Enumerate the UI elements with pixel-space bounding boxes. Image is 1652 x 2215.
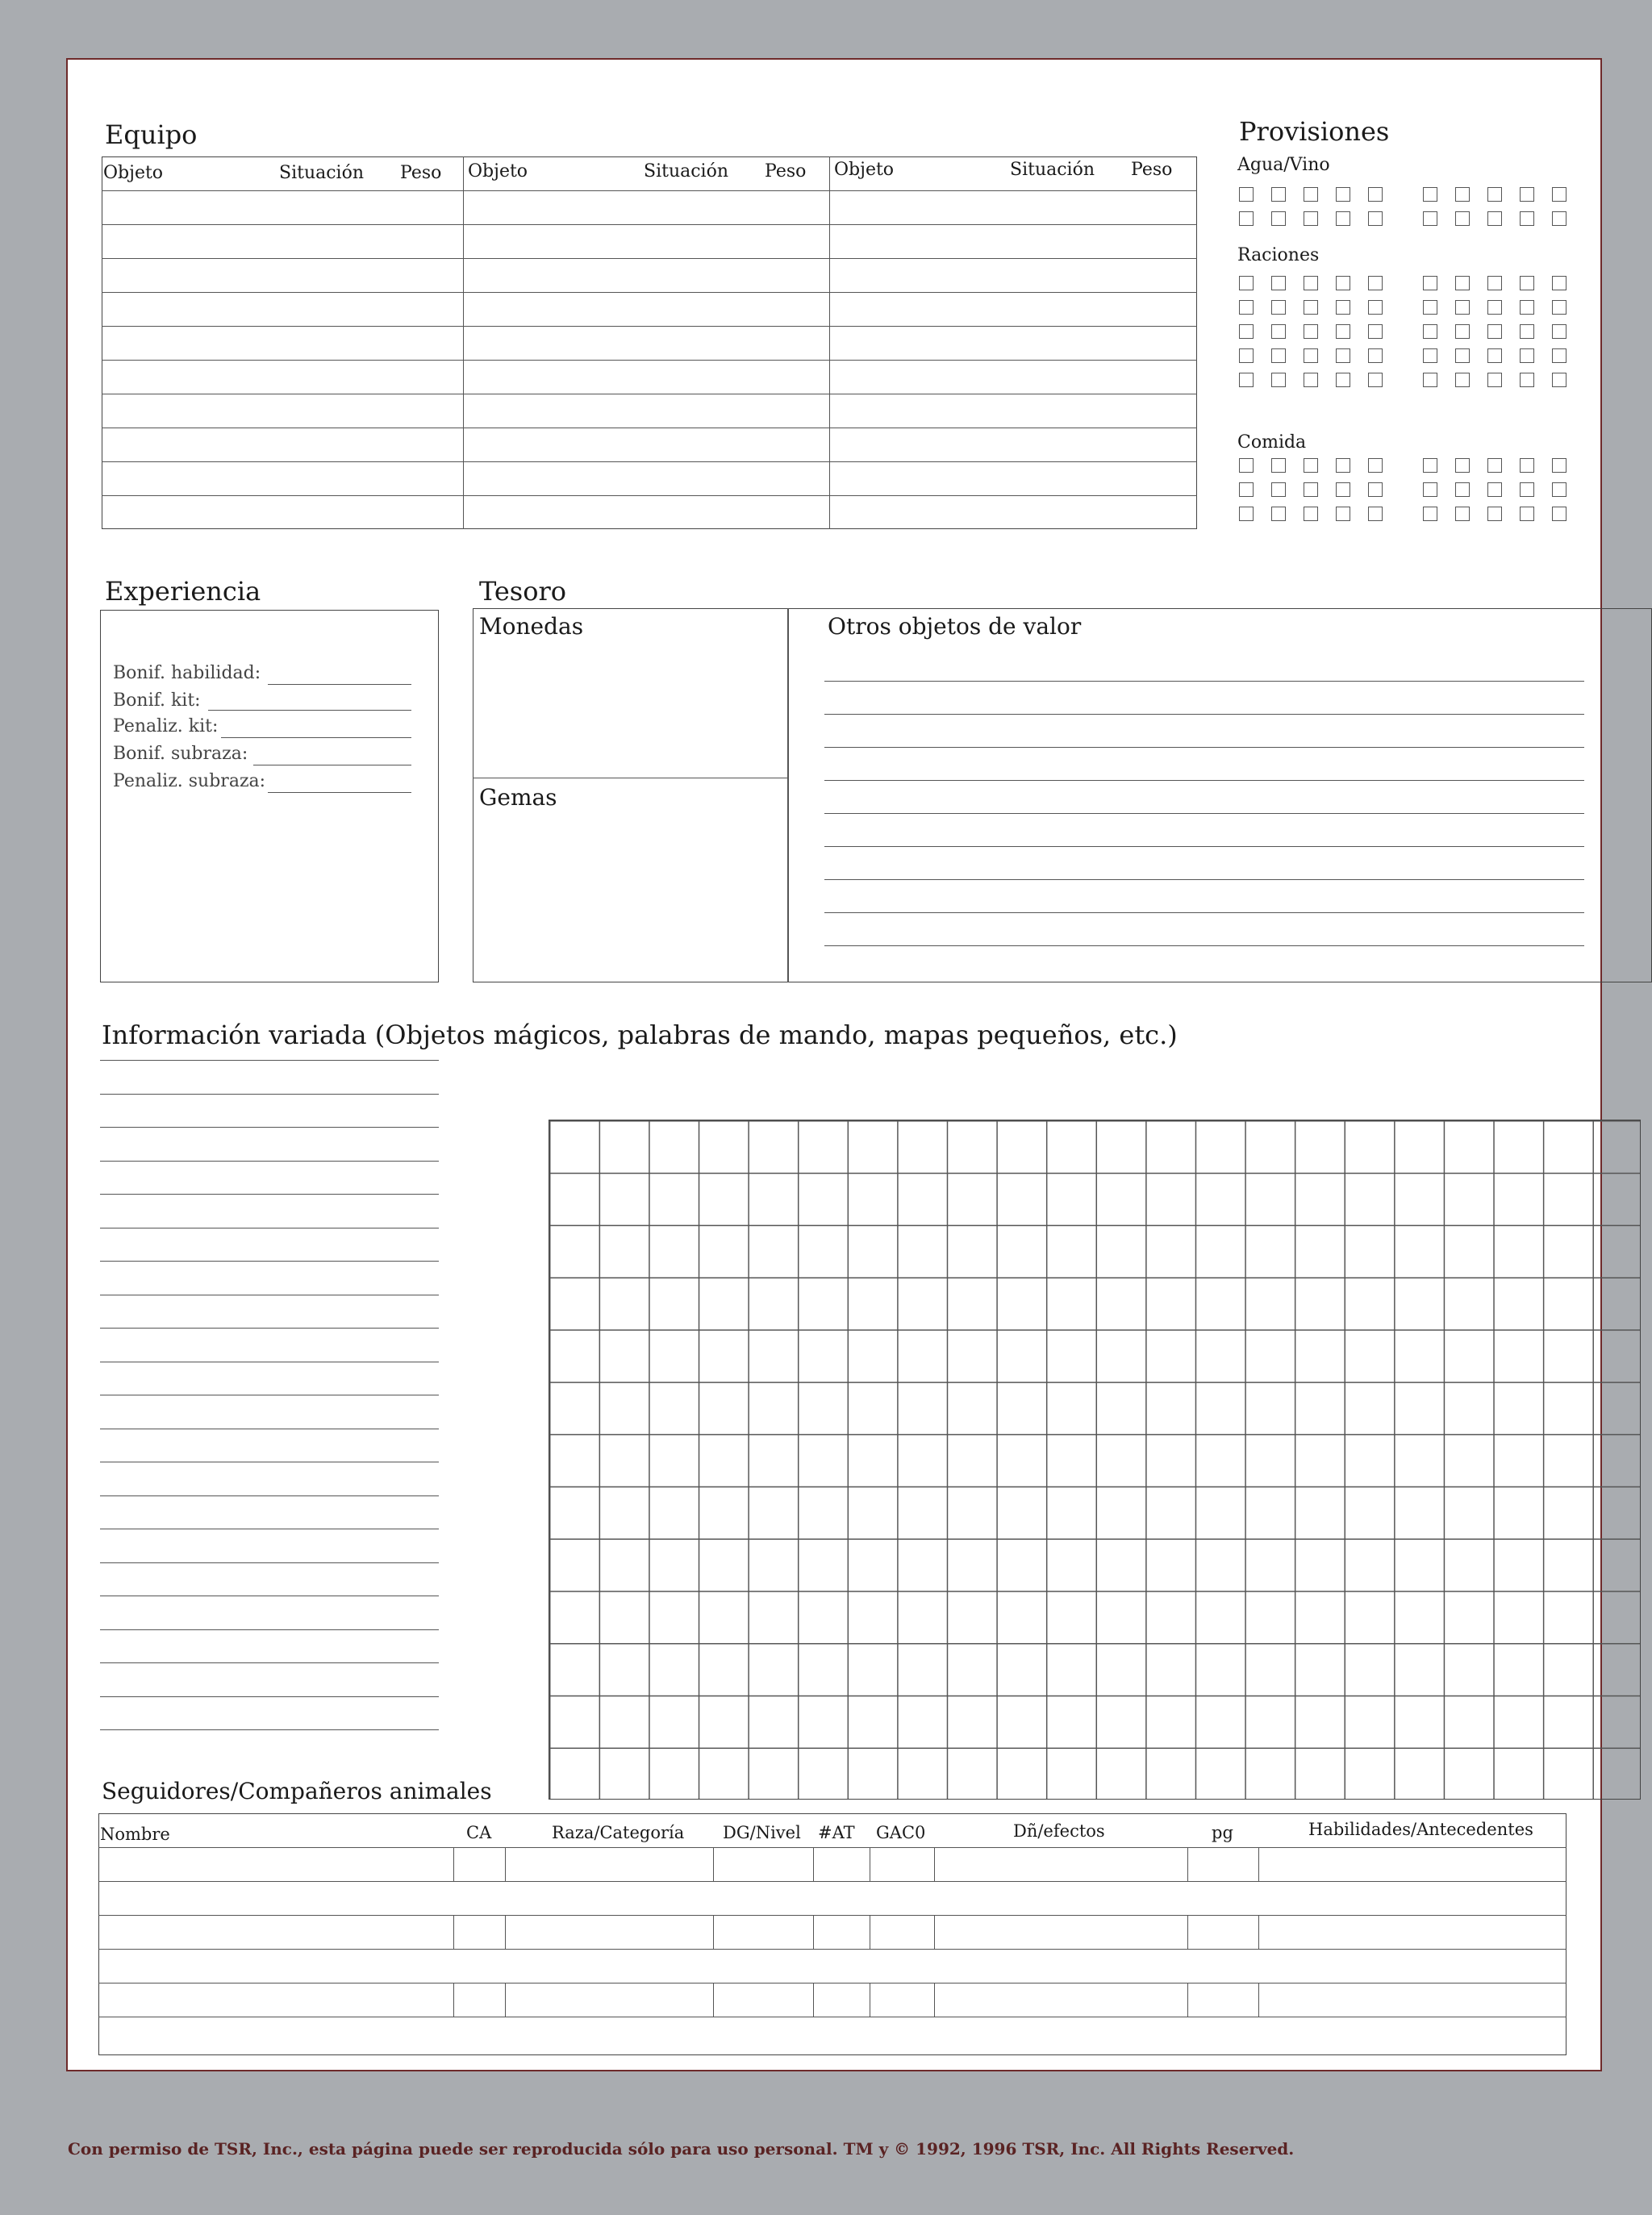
provision-checkbox[interactable]	[1304, 482, 1318, 497]
info-line[interactable]	[100, 1562, 439, 1563]
provision-checkbox[interactable]	[1239, 324, 1254, 339]
info-line[interactable]	[100, 1261, 439, 1262]
provision-checkbox[interactable]	[1520, 482, 1534, 497]
equipo-header-objeto-2: Objeto	[468, 161, 528, 181]
provision-checkbox[interactable]	[1423, 211, 1437, 226]
grid-paper-map[interactable]	[549, 1120, 1641, 1800]
provision-checkbox[interactable]	[1552, 482, 1566, 497]
seguidor-cell-divider	[1187, 1915, 1188, 1949]
provision-checkbox[interactable]	[1487, 187, 1502, 202]
provision-checkbox[interactable]	[1455, 276, 1470, 290]
seguidor-cell-divider	[1258, 1915, 1259, 1949]
provision-checkbox[interactable]	[1336, 187, 1350, 202]
seguidor-cell-divider	[505, 1847, 506, 1881]
provision-checkbox[interactable]	[1239, 187, 1254, 202]
provision-checkbox[interactable]	[1368, 211, 1383, 226]
provision-checkbox[interactable]	[1520, 373, 1534, 387]
exp-field-1-line[interactable]	[268, 684, 411, 685]
provision-checkbox[interactable]	[1368, 187, 1383, 202]
tesoro-box	[473, 608, 1652, 982]
info-line[interactable]	[100, 1495, 439, 1496]
equipo-header-objeto-3: Objeto	[834, 160, 895, 180]
seg-header-habilidades: Habilidades/Antecedentes	[1308, 1820, 1533, 1839]
provision-checkbox[interactable]	[1336, 300, 1350, 315]
info-line[interactable]	[100, 1662, 439, 1663]
equipo-header-objeto-1: Objeto	[103, 163, 164, 183]
provision-checkbox[interactable]	[1520, 348, 1534, 363]
otros-objetos-line[interactable]	[824, 846, 1584, 847]
seguidores-title: Seguidores/Compañeros animales	[102, 1778, 492, 1804]
provision-checkbox[interactable]	[1520, 187, 1534, 202]
exp-field-5-line[interactable]	[268, 792, 411, 793]
provision-checkbox[interactable]	[1271, 507, 1286, 521]
equipo-row-line[interactable]	[102, 495, 1197, 496]
exp-field-2-line[interactable]	[208, 710, 411, 711]
info-line[interactable]	[100, 1729, 439, 1730]
provision-checkbox[interactable]	[1368, 482, 1383, 497]
provision-checkbox[interactable]	[1423, 187, 1437, 202]
provision-checkbox[interactable]	[1520, 300, 1534, 315]
provision-checkbox[interactable]	[1455, 458, 1470, 473]
provision-checkbox[interactable]	[1271, 373, 1286, 387]
exp-field-3-line[interactable]	[221, 737, 411, 738]
provision-checkbox[interactable]	[1487, 373, 1502, 387]
provision-checkbox[interactable]	[1271, 324, 1286, 339]
provision-checkbox[interactable]	[1368, 458, 1383, 473]
equipo-divider-1	[463, 156, 464, 529]
provision-checkbox[interactable]	[1336, 211, 1350, 226]
provision-checkbox[interactable]	[1368, 324, 1383, 339]
provision-checkbox[interactable]	[1271, 276, 1286, 290]
provision-checkbox[interactable]	[1304, 373, 1318, 387]
provision-checkbox[interactable]	[1455, 507, 1470, 521]
exp-field-3: Penaliz. kit:	[113, 716, 219, 736]
seg-header-nombre: Nombre	[100, 1825, 170, 1844]
provision-checkbox[interactable]	[1239, 507, 1254, 521]
provision-checkbox[interactable]	[1423, 458, 1437, 473]
provision-checkbox[interactable]	[1455, 187, 1470, 202]
equipo-header-peso-1: Peso	[400, 163, 442, 183]
otros-objetos-line[interactable]	[824, 780, 1584, 781]
provision-checkbox[interactable]	[1423, 348, 1437, 363]
seguidores-table	[98, 1813, 1566, 2055]
provision-checkbox[interactable]	[1368, 276, 1383, 290]
seg-header-at: #AT	[818, 1823, 855, 1842]
provision-checkbox[interactable]	[1239, 458, 1254, 473]
provision-checkbox[interactable]	[1455, 482, 1470, 497]
provision-checkbox[interactable]	[1304, 300, 1318, 315]
provision-checkbox[interactable]	[1304, 348, 1318, 363]
info-line[interactable]	[100, 1094, 439, 1095]
provision-checkbox[interactable]	[1520, 507, 1534, 521]
provision-checkbox[interactable]	[1520, 276, 1534, 290]
seg-header-danos: Dñ/efectos	[1013, 1821, 1105, 1841]
seguidor-cell-divider	[934, 1915, 935, 1949]
provision-checkbox[interactable]	[1552, 373, 1566, 387]
provision-checkbox[interactable]	[1487, 300, 1502, 315]
provision-checkbox[interactable]	[1271, 187, 1286, 202]
character-sheet-page	[66, 58, 1602, 2071]
provision-checkbox[interactable]	[1455, 373, 1470, 387]
provision-checkbox[interactable]	[1368, 348, 1383, 363]
provision-checkbox[interactable]	[1423, 324, 1437, 339]
provision-checkbox[interactable]	[1336, 482, 1350, 497]
equipo-header-peso-3: Peso	[1131, 160, 1173, 180]
provision-checkbox[interactable]	[1487, 211, 1502, 226]
seg-header-ca: CA	[466, 1823, 492, 1842]
provision-checkbox[interactable]	[1423, 300, 1437, 315]
gemas-label: Gemas	[479, 784, 557, 811]
equipo-divider-2	[829, 156, 830, 529]
provision-checkbox[interactable]	[1552, 348, 1566, 363]
provision-checkbox[interactable]	[1487, 482, 1502, 497]
provision-checkbox[interactable]	[1239, 276, 1254, 290]
copyright-footer: Con permiso de TSR, Inc., esta página puede ser reproducida sólo para uso personal. TM y © 1992, 1996 TSR, Inc. All Rights Reserved.	[68, 2139, 1295, 2159]
provision-checkbox[interactable]	[1423, 507, 1437, 521]
seguidor-row-line[interactable]	[98, 1915, 1566, 1916]
equipo-header-situacion-2: Situación	[644, 161, 729, 181]
exp-field-1: Bonif. habilidad:	[113, 663, 261, 683]
info-line[interactable]	[100, 1328, 439, 1329]
provision-checkbox[interactable]	[1336, 324, 1350, 339]
equipo-header-situacion-1: Situación	[279, 163, 365, 183]
provision-checkbox[interactable]	[1239, 373, 1254, 387]
seguidor-cell-divider	[505, 1983, 506, 2017]
info-line[interactable]	[100, 1161, 439, 1162]
equipo-row-line[interactable]	[102, 190, 1197, 191]
provision-checkbox[interactable]	[1368, 507, 1383, 521]
experiencia-title: Experiencia	[105, 576, 261, 607]
seguidor-cell-divider	[813, 1847, 814, 1881]
seguidor-cell-divider	[1258, 1847, 1259, 1881]
seguidor-cell-divider	[505, 1915, 506, 1949]
provision-checkbox[interactable]	[1336, 507, 1350, 521]
info-line[interactable]	[100, 1194, 439, 1195]
exp-field-5: Penaliz. subraza:	[113, 771, 266, 791]
equipo-row-line[interactable]	[102, 292, 1197, 293]
info-line[interactable]	[100, 1127, 439, 1128]
provision-checkbox[interactable]	[1552, 211, 1566, 226]
provision-checkbox[interactable]	[1552, 187, 1566, 202]
seguidor-row-line[interactable]	[98, 1881, 1566, 1882]
seg-header-gac0: GAC0	[876, 1823, 926, 1842]
exp-field-2: Bonif. kit:	[113, 690, 201, 711]
provision-checkbox[interactable]	[1455, 300, 1470, 315]
provision-checkbox[interactable]	[1336, 276, 1350, 290]
provision-checkbox[interactable]	[1271, 458, 1286, 473]
equipo-row-line[interactable]	[102, 360, 1197, 361]
equipo-table	[102, 156, 1197, 529]
provision-checkbox[interactable]	[1271, 348, 1286, 363]
provision-checkbox[interactable]	[1271, 211, 1286, 226]
provision-checkbox[interactable]	[1239, 482, 1254, 497]
otros-objetos-line[interactable]	[824, 879, 1584, 880]
provision-checkbox[interactable]	[1239, 348, 1254, 363]
seguidor-cell-divider	[713, 1915, 714, 1949]
provision-checkbox[interactable]	[1520, 458, 1534, 473]
provision-checkbox[interactable]	[1304, 187, 1318, 202]
exp-field-4: Bonif. subraza:	[113, 744, 248, 764]
seguidor-cell-divider	[1187, 1983, 1188, 2017]
tesoro-title: Tesoro	[479, 576, 567, 607]
equipo-row-line[interactable]	[102, 461, 1197, 462]
seguidor-cell-divider	[1187, 1847, 1188, 1881]
provision-checkbox[interactable]	[1336, 348, 1350, 363]
provision-checkbox[interactable]	[1520, 211, 1534, 226]
seguidor-cell-divider	[934, 1983, 935, 2017]
comida-label: Comida	[1237, 432, 1307, 453]
info-line[interactable]	[100, 1629, 439, 1630]
provision-checkbox[interactable]	[1455, 324, 1470, 339]
seguidor-cell-divider	[453, 1983, 454, 2017]
provision-checkbox[interactable]	[1423, 482, 1437, 497]
provision-checkbox[interactable]	[1304, 276, 1318, 290]
provision-checkbox[interactable]	[1552, 276, 1566, 290]
equipo-row-line[interactable]	[102, 326, 1197, 327]
provision-checkbox[interactable]	[1487, 458, 1502, 473]
provision-checkbox[interactable]	[1368, 300, 1383, 315]
provisiones-title: Provisiones	[1239, 116, 1390, 147]
seguidor-row-line[interactable]	[98, 1949, 1566, 1950]
equipo-header-peso-2: Peso	[765, 161, 807, 181]
agua-vino-label: Agua/Vino	[1237, 155, 1330, 175]
otros-objetos-line[interactable]	[824, 945, 1584, 946]
seguidor-row-line[interactable]	[98, 1847, 1566, 1848]
provision-checkbox[interactable]	[1487, 507, 1502, 521]
seg-header-raza: Raza/Categoría	[552, 1823, 685, 1842]
provision-checkbox[interactable]	[1552, 507, 1566, 521]
provision-checkbox[interactable]	[1271, 300, 1286, 315]
provision-checkbox[interactable]	[1271, 482, 1286, 497]
provision-checkbox[interactable]	[1552, 324, 1566, 339]
provision-checkbox[interactable]	[1304, 458, 1318, 473]
info-title: Información variada (Objetos mágicos, palabras de mando, mapas pequeños, etc.)	[102, 1020, 1178, 1050]
otros-objetos-line[interactable]	[824, 681, 1584, 682]
equipo-row-line[interactable]	[102, 224, 1197, 225]
seguidor-cell-divider	[813, 1915, 814, 1949]
raciones-label: Raciones	[1237, 245, 1320, 265]
provision-checkbox[interactable]	[1239, 300, 1254, 315]
provision-checkbox[interactable]	[1487, 348, 1502, 363]
provision-checkbox[interactable]	[1304, 211, 1318, 226]
seguidor-cell-divider	[813, 1983, 814, 2017]
provision-checkbox[interactable]	[1487, 276, 1502, 290]
seg-header-pg: pg	[1212, 1823, 1233, 1842]
otros-objetos-label: Otros objetos de valor	[828, 613, 1082, 640]
provision-checkbox[interactable]	[1304, 507, 1318, 521]
seguidor-cell-divider	[453, 1915, 454, 1949]
equipo-title: Equipo	[105, 119, 198, 150]
otros-objetos-line[interactable]	[824, 747, 1584, 748]
provision-checkbox[interactable]	[1239, 211, 1254, 226]
tesoro-divider	[787, 608, 789, 982]
seguidor-cell-divider	[713, 1983, 714, 2017]
provision-checkbox[interactable]	[1552, 458, 1566, 473]
provision-checkbox[interactable]	[1520, 324, 1534, 339]
provision-checkbox[interactable]	[1487, 324, 1502, 339]
monedas-label: Monedas	[479, 613, 584, 640]
provision-checkbox[interactable]	[1423, 373, 1437, 387]
provision-checkbox[interactable]	[1455, 348, 1470, 363]
provision-checkbox[interactable]	[1368, 373, 1383, 387]
seg-header-dg: DG/Nivel	[723, 1823, 801, 1842]
provision-checkbox[interactable]	[1455, 211, 1470, 226]
provision-checkbox[interactable]	[1336, 373, 1350, 387]
seguidor-cell-divider	[713, 1847, 714, 1881]
equipo-header-situacion-3: Situación	[1010, 160, 1095, 180]
provision-checkbox[interactable]	[1423, 276, 1437, 290]
provision-checkbox[interactable]	[1336, 458, 1350, 473]
info-line[interactable]	[100, 1696, 439, 1697]
seguidor-cell-divider	[1258, 1983, 1259, 2017]
seguidor-cell-divider	[934, 1847, 935, 1881]
otros-objetos-line[interactable]	[824, 813, 1584, 814]
equipo-row-line[interactable]	[102, 258, 1197, 259]
info-line[interactable]	[100, 1060, 439, 1061]
provision-checkbox[interactable]	[1304, 324, 1318, 339]
otros-objetos-line[interactable]	[824, 714, 1584, 715]
provision-checkbox[interactable]	[1552, 300, 1566, 315]
seguidor-cell-divider	[453, 1847, 454, 1881]
otros-objetos-line[interactable]	[824, 912, 1584, 913]
